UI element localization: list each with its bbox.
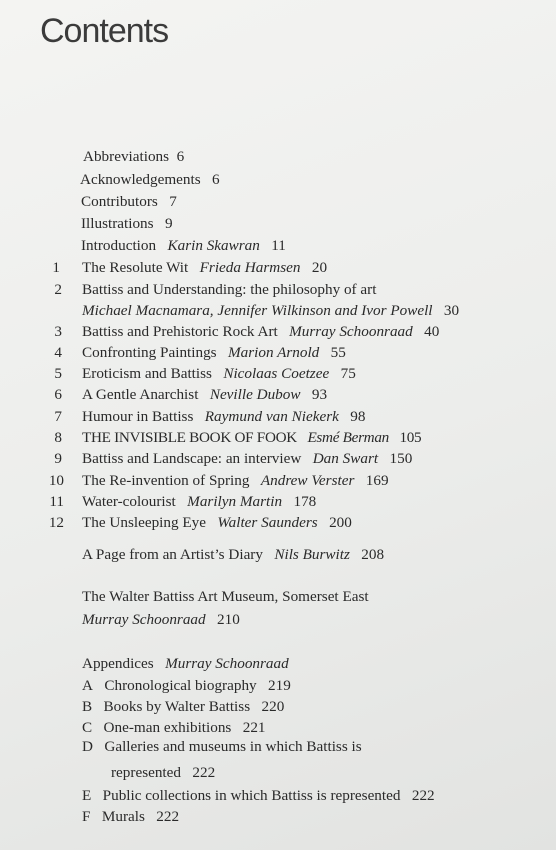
entry-page: 6 bbox=[176, 148, 185, 165]
appendix-item-continuation bbox=[111, 763, 215, 783]
appendix-item bbox=[82, 697, 284, 717]
toc-entry-museum bbox=[82, 587, 369, 607]
entry-page: 105 bbox=[399, 429, 422, 446]
entry-page: 98 bbox=[350, 408, 366, 425]
entry-page: 200 bbox=[329, 514, 352, 531]
entry-author: Nils Burwitz bbox=[274, 546, 350, 563]
entry-label: Chronological biography bbox=[104, 677, 257, 694]
entry-label: Murals bbox=[101, 808, 145, 825]
appendix-item bbox=[82, 718, 266, 738]
entry-label: The Unsleeping Eye bbox=[82, 514, 206, 531]
entry-label: One-man exhibitions bbox=[103, 719, 232, 736]
toc-entry-abbreviations bbox=[83, 147, 184, 167]
chapter-number: 10 bbox=[48, 472, 64, 489]
entry-page: 93 bbox=[311, 386, 328, 403]
entry-author: Dan Swart bbox=[312, 450, 379, 467]
entry-page: 30 bbox=[443, 302, 460, 319]
entry-author: Marilyn Martin bbox=[187, 493, 283, 510]
entry-author: Andrew Verster bbox=[260, 472, 355, 489]
toc-entry-illustrations bbox=[81, 214, 173, 234]
page-title: Contents bbox=[40, 12, 169, 50]
entry-label: Illustrations bbox=[81, 215, 154, 232]
entry-page: 9 bbox=[164, 215, 173, 232]
appendix-letter: C bbox=[82, 719, 93, 736]
toc-entry-chapter-12 bbox=[82, 513, 352, 533]
toc-entry-introduction bbox=[81, 236, 286, 256]
entry-page: 150 bbox=[389, 450, 413, 467]
entry-label: Battiss and Understanding: the philosophy of art bbox=[82, 281, 377, 298]
toc-entry-chapter-2 bbox=[82, 280, 376, 300]
entry-page: 169 bbox=[365, 472, 389, 489]
entry-page: 40 bbox=[424, 323, 440, 340]
appendix-item bbox=[82, 786, 435, 806]
entry-label: Confronting Paintings bbox=[82, 344, 217, 361]
toc-entry-contributors bbox=[81, 192, 177, 212]
appendix-item bbox=[82, 676, 291, 696]
entry-label: Contributors bbox=[81, 193, 158, 210]
entry-label: Appendices bbox=[82, 655, 154, 672]
appendix-letter: E bbox=[82, 787, 92, 804]
entry-author: Nicolaas Coetzee bbox=[223, 365, 330, 382]
chapter-number: 4 bbox=[54, 344, 62, 361]
entry-page: 6 bbox=[212, 171, 220, 188]
entry-page: 221 bbox=[242, 719, 266, 736]
chapter-number: 1 bbox=[52, 259, 60, 276]
toc-entry-museum-author bbox=[82, 610, 240, 630]
chapter-number: 3 bbox=[54, 323, 62, 340]
entry-author: Walter Saunders bbox=[217, 514, 318, 531]
entry-label: Books by Walter Battiss bbox=[103, 698, 251, 715]
entry-author: Neville Dubow bbox=[209, 386, 301, 403]
entry-page: 222 bbox=[192, 764, 216, 781]
entry-page: 55 bbox=[330, 344, 346, 361]
entry-page: 208 bbox=[361, 546, 385, 563]
toc-entry-chapter-11 bbox=[82, 492, 316, 512]
chapter-number: 12 bbox=[48, 514, 64, 531]
entry-label: The Walter Battiss Art Museum, Somerset East bbox=[82, 588, 369, 605]
entry-label: Water-colourist bbox=[82, 493, 176, 510]
entry-label: A Gentle Anarchist bbox=[82, 386, 199, 403]
chapter-number: 11 bbox=[49, 493, 64, 510]
chapter-number: 5 bbox=[54, 365, 62, 382]
toc-entry-chapter-10 bbox=[82, 471, 389, 491]
toc-entry-chapter-5 bbox=[82, 364, 356, 384]
entry-label: Galleries and museums in which Battiss is bbox=[104, 738, 362, 755]
chapter-number: 8 bbox=[54, 429, 62, 446]
entry-label: Introduction bbox=[81, 237, 157, 254]
entry-label: Acknowledgements bbox=[80, 171, 201, 188]
entry-page: 222 bbox=[411, 787, 435, 804]
chapter-number: 2 bbox=[54, 281, 62, 298]
toc-entry-chapter-7 bbox=[82, 407, 365, 427]
entry-page: 20 bbox=[311, 259, 328, 276]
entry-page: 220 bbox=[261, 698, 285, 715]
entry-author: Raymund van Niekerk bbox=[204, 408, 339, 425]
toc-entry-chapter-9 bbox=[82, 449, 412, 469]
entry-label: represented bbox=[111, 764, 181, 781]
entry-author: Esmé Berman bbox=[307, 429, 389, 446]
toc-entry-chapter-6 bbox=[82, 385, 327, 405]
entry-author: Murray Schoonraad bbox=[82, 611, 206, 628]
entry-author: Michael Macnamara, Jennifer Wilkinson and Ivor Powell bbox=[82, 302, 433, 319]
toc-entry-acknowledgements bbox=[80, 170, 220, 190]
entry-page: 219 bbox=[268, 677, 291, 694]
entry-label: Battiss and Landscape: an interview bbox=[82, 450, 302, 467]
entry-author: Marion Arnold bbox=[227, 344, 320, 361]
chapter-number: 7 bbox=[54, 408, 62, 425]
entry-author: Karin Skawran bbox=[167, 237, 260, 254]
entry-page: 11 bbox=[271, 237, 286, 254]
toc-entry-diary bbox=[82, 545, 384, 565]
entry-label: Abbreviations bbox=[83, 148, 170, 165]
entry-page: 75 bbox=[340, 365, 356, 382]
entry-author: Murray Schoonraad bbox=[289, 323, 413, 340]
entry-page: 178 bbox=[293, 493, 317, 510]
entry-page: 7 bbox=[169, 193, 177, 210]
chapter-number: 9 bbox=[54, 450, 62, 467]
appendix-item bbox=[82, 807, 179, 827]
entry-label: The Re-invention of Spring bbox=[82, 472, 250, 489]
toc-entry-appendices bbox=[82, 654, 289, 674]
entry-label: Battiss and Prehistoric Rock Art bbox=[82, 323, 278, 340]
appendix-letter: F bbox=[82, 808, 91, 825]
entry-label: Eroticism and Battiss bbox=[82, 365, 212, 382]
toc-entry-chapter-3 bbox=[82, 322, 439, 342]
entry-label: The Resolute Wit bbox=[82, 259, 189, 276]
entry-label: A Page from an Artist’s Diary bbox=[82, 546, 263, 563]
appendix-letter: D bbox=[82, 738, 93, 755]
chapter-number: 6 bbox=[54, 386, 62, 403]
toc-entry-chapter-4 bbox=[82, 343, 346, 363]
toc-entry-chapter-8 bbox=[82, 428, 421, 448]
toc-entry-chapter-2-authors bbox=[82, 301, 459, 321]
entry-author: Frieda Harmsen bbox=[199, 259, 301, 276]
entry-label: Public collections in which Battiss is represented bbox=[102, 787, 401, 804]
appendix-letter: A bbox=[82, 677, 93, 694]
entry-author: Murray Schoonraad bbox=[165, 655, 289, 672]
entry-label: Humour in Battiss bbox=[82, 408, 194, 425]
toc-entry-chapter-1 bbox=[82, 258, 327, 278]
appendix-letter: B bbox=[82, 698, 93, 715]
entry-label: THE INVISIBLE BOOK OF FOOK bbox=[82, 429, 297, 446]
appendix-item bbox=[82, 737, 362, 757]
entry-page: 210 bbox=[217, 611, 240, 628]
entry-page: 222 bbox=[156, 808, 180, 825]
